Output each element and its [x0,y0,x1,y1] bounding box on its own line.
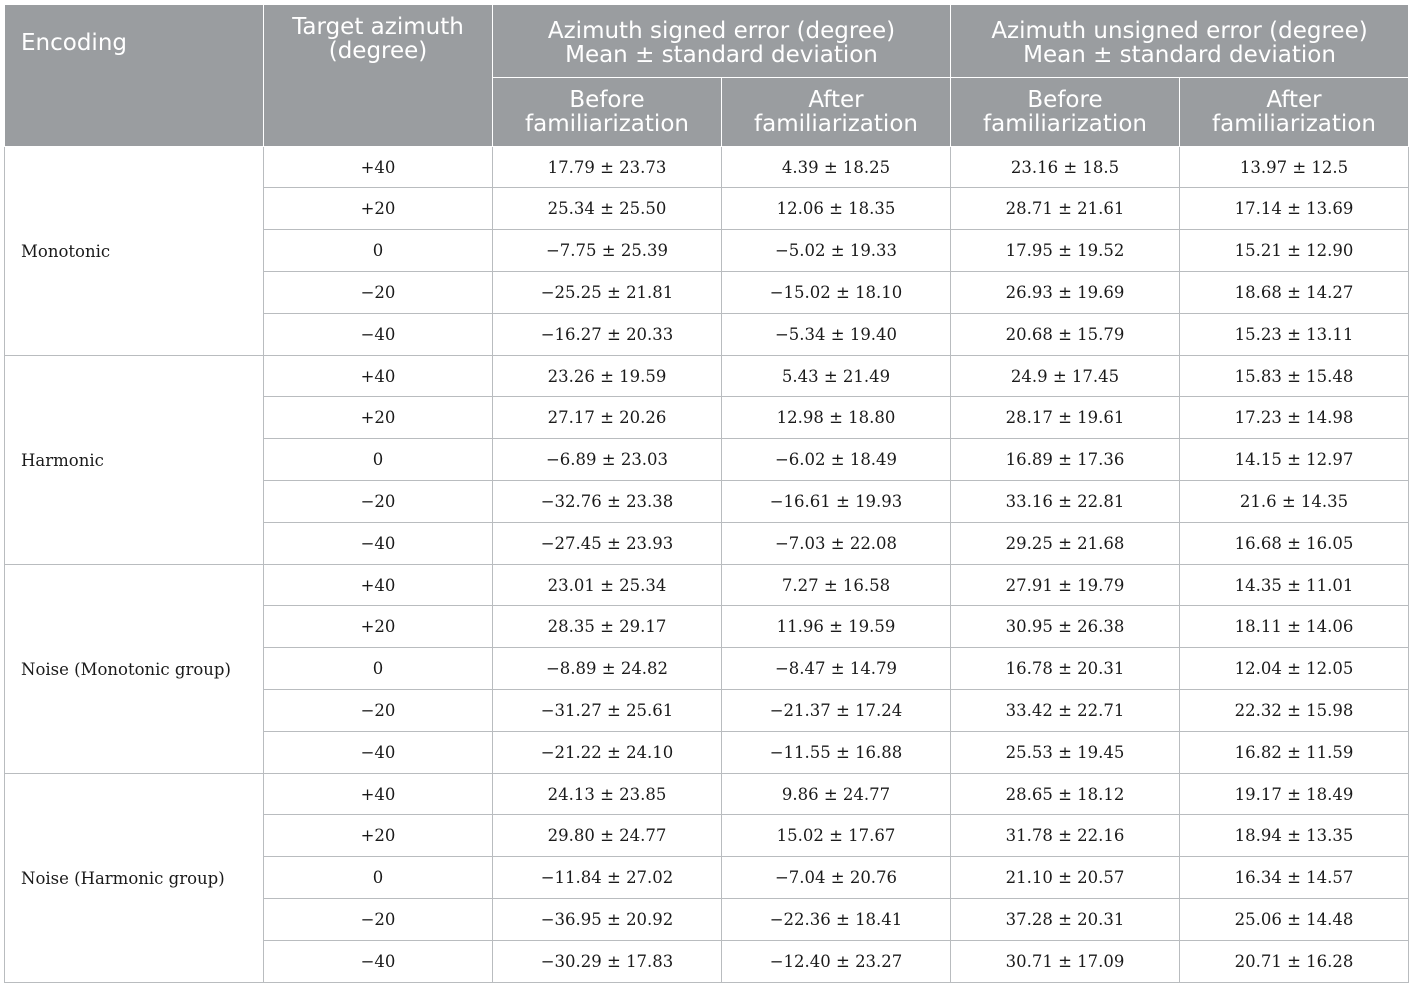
signed-before-cell: −8.89 ± 24.82 [493,648,722,690]
unsigned-after-cell: 17.23 ± 14.98 [1180,397,1409,439]
target-azimuth-cell: −20 [264,272,493,314]
target-azimuth-cell: 0 [264,857,493,899]
signed-before-cell: 17.79 ± 23.73 [493,147,722,188]
unsigned-before-cell: 29.25 ± 21.68 [951,523,1180,565]
target-azimuth-cell: +40 [264,774,493,815]
table-row [5,565,1409,606]
unsigned-before-cell: 37.28 ± 20.31 [951,899,1180,941]
target-azimuth-cell: 0 [264,230,493,272]
signed-before-cell: 23.01 ± 25.34 [493,565,722,606]
unsigned-after-cell: 22.32 ± 15.98 [1180,690,1409,732]
unsigned-after-cell: 18.94 ± 13.35 [1180,815,1409,857]
header-unsigned-error: Azimuth unsigned error (degree) Mean ± standard deviation [951,5,1409,78]
header-unsigned-after: After familiarization [1180,78,1409,147]
target-azimuth-cell: −20 [264,481,493,523]
encoding-cell: Harmonic [5,356,264,565]
signed-before-cell: 28.35 ± 29.17 [493,606,722,648]
unsigned-before-cell: 26.93 ± 19.69 [951,272,1180,314]
target-azimuth-cell: −20 [264,690,493,732]
signed-after-cell: −7.03 ± 22.08 [722,523,951,565]
unsigned-after-cell: 18.68 ± 14.27 [1180,272,1409,314]
signed-after-cell: −21.37 ± 17.24 [722,690,951,732]
unsigned-before-cell: 21.10 ± 20.57 [951,857,1180,899]
unsigned-after-cell: 20.71 ± 16.28 [1180,941,1409,983]
signed-after-cell: 12.98 ± 18.80 [722,397,951,439]
table-header [5,5,1409,147]
target-azimuth-cell: +20 [264,397,493,439]
signed-after-cell: −16.61 ± 19.93 [722,481,951,523]
signed-after-cell: −22.36 ± 18.41 [722,899,951,941]
signed-after-cell: 9.86 ± 24.77 [722,774,951,815]
unsigned-after-cell: 19.17 ± 18.49 [1180,774,1409,815]
azimuth-error-table [4,4,1409,983]
target-azimuth-cell: −40 [264,941,493,983]
target-azimuth-cell: +20 [264,188,493,230]
unsigned-before-cell: 30.71 ± 17.09 [951,941,1180,983]
signed-before-cell: −27.45 ± 23.93 [493,523,722,565]
header-signed-after: After familiarization [722,78,951,147]
encoding-cell: Noise (Monotonic group) [5,565,264,774]
unsigned-after-cell: 16.82 ± 11.59 [1180,732,1409,774]
signed-before-cell: −32.76 ± 23.38 [493,481,722,523]
signed-before-cell: 24.13 ± 23.85 [493,774,722,815]
target-azimuth-cell: +20 [264,606,493,648]
signed-before-cell: −16.27 ± 20.33 [493,314,722,356]
signed-after-cell: −6.02 ± 18.49 [722,439,951,481]
table-row [5,774,1409,815]
unsigned-after-cell: 21.6 ± 14.35 [1180,481,1409,523]
unsigned-after-cell: 17.14 ± 13.69 [1180,188,1409,230]
unsigned-after-cell: 16.34 ± 14.57 [1180,857,1409,899]
unsigned-before-cell: 28.17 ± 19.61 [951,397,1180,439]
target-azimuth-cell: 0 [264,648,493,690]
unsigned-before-cell: 33.42 ± 22.71 [951,690,1180,732]
target-azimuth-cell: +40 [264,565,493,606]
unsigned-after-cell: 15.23 ± 13.11 [1180,314,1409,356]
signed-before-cell: −25.25 ± 21.81 [493,272,722,314]
signed-after-cell: 15.02 ± 17.67 [722,815,951,857]
unsigned-before-cell: 30.95 ± 26.38 [951,606,1180,648]
signed-before-cell: −11.84 ± 27.02 [493,857,722,899]
unsigned-before-cell: 23.16 ± 18.5 [951,147,1180,188]
table-row [5,147,1409,188]
unsigned-before-cell: 27.91 ± 19.79 [951,565,1180,606]
target-azimuth-cell: −20 [264,899,493,941]
signed-after-cell: −12.40 ± 23.27 [722,941,951,983]
signed-after-cell: 5.43 ± 21.49 [722,356,951,397]
table-body [5,147,1409,983]
signed-after-cell: −5.34 ± 19.40 [722,314,951,356]
unsigned-after-cell: 25.06 ± 14.48 [1180,899,1409,941]
unsigned-after-cell: 15.21 ± 12.90 [1180,230,1409,272]
table-row [5,356,1409,397]
unsigned-before-cell: 28.65 ± 18.12 [951,774,1180,815]
unsigned-before-cell: 33.16 ± 22.81 [951,481,1180,523]
target-azimuth-cell: +40 [264,356,493,397]
signed-before-cell: 29.80 ± 24.77 [493,815,722,857]
signed-before-cell: −6.89 ± 23.03 [493,439,722,481]
target-azimuth-cell: +20 [264,815,493,857]
target-azimuth-cell: −40 [264,732,493,774]
target-azimuth-cell: −40 [264,523,493,565]
header-signed-error: Azimuth signed error (degree) Mean ± standard deviation [493,5,951,78]
signed-after-cell: 7.27 ± 16.58 [722,565,951,606]
unsigned-before-cell: 24.9 ± 17.45 [951,356,1180,397]
unsigned-after-cell: 16.68 ± 16.05 [1180,523,1409,565]
unsigned-before-cell: 28.71 ± 21.61 [951,188,1180,230]
encoding-cell: Monotonic [5,147,264,356]
unsigned-after-cell: 14.35 ± 11.01 [1180,565,1409,606]
unsigned-after-cell: 14.15 ± 12.97 [1180,439,1409,481]
signed-before-cell: −21.22 ± 24.10 [493,732,722,774]
signed-after-cell: −11.55 ± 16.88 [722,732,951,774]
unsigned-after-cell: 13.97 ± 12.5 [1180,147,1409,188]
signed-after-cell: −7.04 ± 20.76 [722,857,951,899]
unsigned-before-cell: 20.68 ± 15.79 [951,314,1180,356]
signed-before-cell: −7.75 ± 25.39 [493,230,722,272]
target-azimuth-cell: +40 [264,147,493,188]
header-signed-before: Before familiarization [493,78,722,147]
signed-after-cell: 12.06 ± 18.35 [722,188,951,230]
unsigned-before-cell: 31.78 ± 22.16 [951,815,1180,857]
signed-before-cell: −30.29 ± 17.83 [493,941,722,983]
encoding-cell: Noise (Harmonic group) [5,774,264,983]
unsigned-before-cell: 16.78 ± 20.31 [951,648,1180,690]
unsigned-after-cell: 15.83 ± 15.48 [1180,356,1409,397]
signed-after-cell: 4.39 ± 18.25 [722,147,951,188]
signed-after-cell: −5.02 ± 19.33 [722,230,951,272]
signed-before-cell: −36.95 ± 20.92 [493,899,722,941]
unsigned-after-cell: 12.04 ± 12.05 [1180,648,1409,690]
unsigned-before-cell: 17.95 ± 19.52 [951,230,1180,272]
signed-before-cell: −31.27 ± 25.61 [493,690,722,732]
signed-after-cell: −8.47 ± 14.79 [722,648,951,690]
target-azimuth-cell: −40 [264,314,493,356]
signed-after-cell: 11.96 ± 19.59 [722,606,951,648]
target-azimuth-cell: 0 [264,439,493,481]
signed-before-cell: 27.17 ± 20.26 [493,397,722,439]
unsigned-before-cell: 25.53 ± 19.45 [951,732,1180,774]
signed-before-cell: 23.26 ± 19.59 [493,356,722,397]
unsigned-after-cell: 18.11 ± 14.06 [1180,606,1409,648]
header-target-azimuth: Target azimuth (degree) [264,5,493,147]
signed-before-cell: 25.34 ± 25.50 [493,188,722,230]
unsigned-before-cell: 16.89 ± 17.36 [951,439,1180,481]
header-unsigned-before: Before familiarization [951,78,1180,147]
header-encoding: Encoding [5,5,264,147]
signed-after-cell: −15.02 ± 18.10 [722,272,951,314]
